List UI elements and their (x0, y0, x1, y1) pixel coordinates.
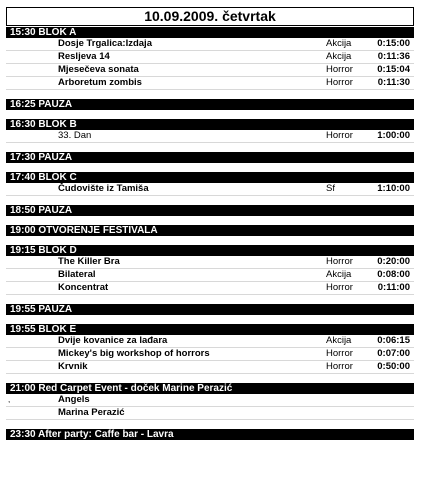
block-header: 17:40 BLOK C (6, 172, 414, 183)
film-genre: Horror (326, 348, 353, 359)
film-genre: Horror (326, 64, 353, 75)
film-duration: 0:11:00 (377, 282, 410, 293)
block-header: 16:30 BLOK B (6, 119, 414, 130)
film-duration: 1:10:00 (377, 183, 410, 194)
film-title: Mjesečeva sonata (58, 64, 139, 75)
film-title: Angels (58, 394, 90, 405)
film-duration: 0:11:30 (377, 77, 410, 88)
film-genre: Horror (326, 130, 353, 141)
schedule-blocks (6, 27, 414, 440)
film-genre: Sf (326, 183, 335, 194)
block-header: 19:15 BLOK D (6, 245, 414, 256)
schedule-row (6, 38, 414, 51)
film-title: Bilateral (58, 269, 96, 280)
film-genre: Horror (326, 361, 353, 372)
film-title: Dosje Trgalica:Izdaja (58, 38, 152, 49)
film-title: Marina Perazić (58, 407, 125, 418)
film-duration: 0:20:00 (377, 256, 410, 267)
schedule-block (6, 225, 414, 236)
film-duration: 0:50:00 (377, 361, 410, 372)
schedule-row (6, 282, 414, 295)
block-header: 19:55 BLOK E (6, 324, 414, 335)
film-title: Koncentrat (58, 282, 109, 293)
film-duration: 0:07:00 (377, 348, 410, 359)
film-genre: Akcija (326, 335, 352, 346)
film-duration: 0:15:00 (377, 38, 410, 49)
schedule-block (6, 152, 414, 163)
schedule-row (6, 335, 414, 348)
film-title: Resljeva 14 (58, 51, 110, 62)
schedule-row (6, 256, 414, 269)
block-header: 16:25 PAUZA (6, 99, 414, 110)
schedule-row (6, 130, 414, 143)
block-header: 19:00 OTVORENJE FESTIVALA (6, 225, 414, 236)
schedule-block (6, 324, 414, 374)
film-genre: Akcija (326, 269, 352, 280)
schedule-row (6, 407, 414, 420)
schedule-block (6, 205, 414, 216)
film-duration: 0:06:15 (377, 335, 410, 346)
block-header: 18:50 PAUZA (6, 205, 414, 216)
film-duration: 0:15:04 (377, 64, 410, 75)
schedule-row (6, 348, 414, 361)
schedule-block (6, 27, 414, 90)
film-genre: Horror (326, 77, 353, 88)
schedule-row (6, 183, 414, 196)
schedule (6, 7, 414, 449)
schedule-block (6, 245, 414, 295)
schedule-row (6, 361, 414, 374)
film-title: Krvnik (58, 361, 88, 372)
row-mark: , (8, 395, 11, 404)
schedule-row (6, 64, 414, 77)
film-duration: 0:11:36 (377, 51, 410, 62)
schedule-row (6, 394, 414, 407)
schedule-date-title: 10.09.2009. četvrtak (6, 7, 414, 26)
film-title: Mickey's big workshop of horrors (58, 348, 210, 359)
schedule-row (6, 51, 414, 64)
schedule-row (6, 77, 414, 90)
film-title: The Killer Bra (58, 256, 120, 267)
schedule-block (6, 383, 414, 420)
schedule-block (6, 119, 414, 143)
block-header: 23:30 After party: Caffe bar - Lavra (6, 429, 414, 440)
block-header: 17:30 PAUZA (6, 152, 414, 163)
block-header: 21:00 Red Carpet Event - doček Marine Perazić (6, 383, 414, 394)
schedule-row (6, 269, 414, 282)
film-title: Arboretum zombis (58, 77, 142, 88)
schedule-block (6, 429, 414, 440)
block-header: 19:55 PAUZA (6, 304, 414, 315)
film-genre: Akcija (326, 38, 352, 49)
film-duration: 0:08:00 (377, 269, 410, 280)
film-duration: 1:00:00 (377, 130, 410, 141)
schedule-block (6, 172, 414, 196)
film-title: 33. Dan (58, 130, 92, 141)
film-title: Čudovište iz Tamiša (58, 183, 149, 194)
block-header: 15:30 BLOK A (6, 27, 414, 38)
film-genre: Horror (326, 256, 353, 267)
film-genre: Horror (326, 282, 353, 293)
schedule-block (6, 99, 414, 110)
film-title: Dvije kovanice za lađara (58, 335, 168, 346)
schedule-block (6, 304, 414, 315)
film-genre: Akcija (326, 51, 352, 62)
